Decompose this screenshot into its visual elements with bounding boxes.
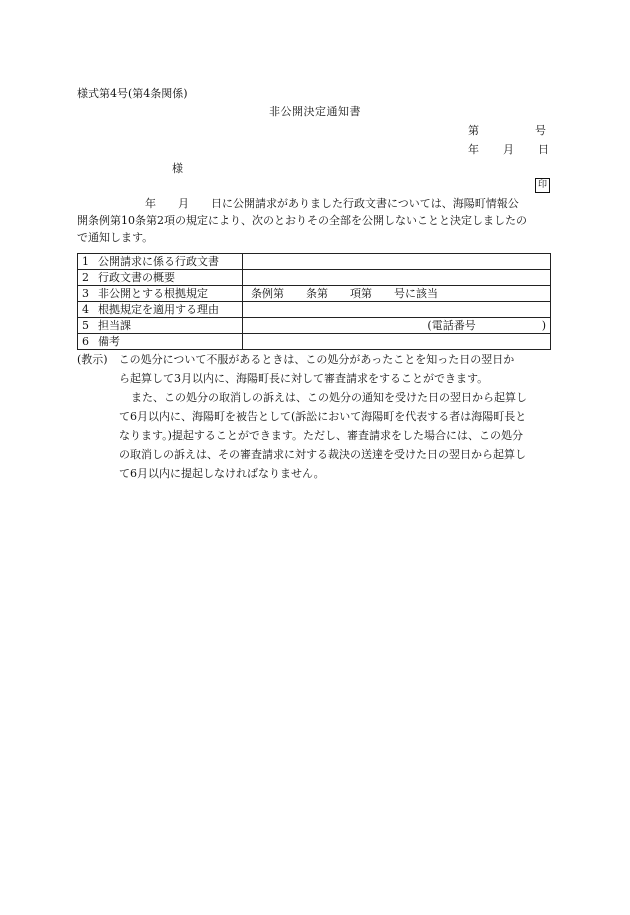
document-number-line <box>468 123 546 139</box>
notice-line-3: また、この処分の取消しの訴えは、この処分の通知を受けた日の翌日から起算し <box>131 391 527 404</box>
table-item-label: 5 担当課 <box>78 318 243 334</box>
notice-line-4: て6月以内に、海陽町を被告として(訴訟において海陽町を代表する者は海陽町長と <box>119 410 527 423</box>
table-row <box>78 254 551 270</box>
notice-lead: (教示) <box>77 353 108 366</box>
number-prefix: 第 <box>468 124 479 137</box>
table-row <box>78 286 551 302</box>
table-row <box>78 302 551 318</box>
date-year: 年 <box>468 143 479 156</box>
form-number-label: 様式第4号(第4条関係) <box>77 87 188 100</box>
notice-line-2: ら起算して3月以内に、海陽町長に対して審査請求をすることができます。 <box>119 372 489 385</box>
table-item-label: 6 備考 <box>78 334 243 350</box>
body-line-1: 年 月 日に公開請求がありました行政文書については、海陽町情報公 <box>145 197 519 210</box>
number-suffix: 号 <box>535 124 546 137</box>
body-line-2: 開条例第10条第2項の規定により、次のとおりその全部を公開しないことと決定しましたの <box>77 214 527 227</box>
table-item-label: 3 非公開とする根拠規定 <box>78 286 243 302</box>
date-day: 日 <box>538 143 549 156</box>
table-item-value: 条例第 条第 項第 号に該当 <box>243 286 551 302</box>
date-line <box>468 142 549 158</box>
body-line-3: で通知します。 <box>77 231 154 244</box>
notice-line-7: て6月以内に提起しなければなりません。 <box>119 467 325 480</box>
table-item-value <box>243 302 551 318</box>
decision-details-table <box>77 253 551 350</box>
notice-line-6: の取消しの訴えは、その審査請求に対する裁決の送達を受けた日の翌日から起算し <box>119 448 526 461</box>
table-item-value: (電話番号 ) <box>243 318 551 334</box>
table-item-label: 4 根拠規定を適用する理由 <box>78 302 243 318</box>
table-item-label: 1 公開請求に係る行政文書 <box>78 254 243 270</box>
appeal-notice <box>77 350 557 483</box>
document-title: 非公開決定通知書 <box>269 105 361 118</box>
table-item-label: 2 行政文書の概要 <box>78 270 243 286</box>
body-paragraph <box>77 195 550 246</box>
addressee-suffix: 様 <box>172 162 183 175</box>
table-item-value <box>243 334 551 350</box>
table-row <box>78 270 551 286</box>
table-item-value <box>243 254 551 270</box>
seal-mark: 印 <box>535 178 550 193</box>
notice-line-5: なります。)提起することができます。ただし、審査請求をした場合には、この処分 <box>119 429 524 442</box>
notice-line-1: (教示) この処分について不服があるときは、この処分があったことを知った日の翌日か <box>77 353 515 366</box>
date-month: 月 <box>503 143 514 156</box>
table-row <box>78 334 551 350</box>
table-item-value <box>243 270 551 286</box>
table-row <box>78 318 551 334</box>
